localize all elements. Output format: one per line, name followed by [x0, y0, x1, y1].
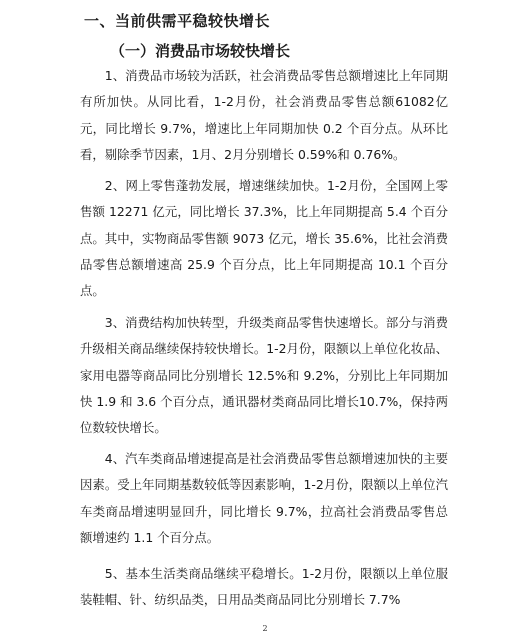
paragraph: 1、消费品市场较为活跃，社会消费品零售总额增速比上年同期有所加快。从同比看，1-2月份，社会消费品零售总额61082亿元，同比增长 9.7%，增速比上年同期加快 0.2 个百分点。从环比看，剔除季节因素，1月、2月分别增长 0.59%和 0.76%。 — [80, 68, 448, 162]
section-heading: 一、当前供需平稳较快增长 — [84, 12, 271, 30]
paragraph: 4、汽车类商品增速提高是社会消费品零售总额增速加快的主要因素。受上年同期基数较低等因素影响，1-2月份，限额以上单位汽车类商品增速明显回升，同比增长 9.7%，拉高社会消费品零售总额增速约 1.1 个百分点。 — [80, 451, 448, 545]
paragraph: 3、消费结构加快转型，升级类商品零售快速增长。部分与消费升级相关商品继续保持较快增长。1-2月份，限额以上单位化妆品、家用电器等商品同比分别增长 12.5%和 9.2%，分别比上年同期加快 1.9 和 3.6 个百分点，通讯器材类商品同比增长10.7%，保持两位数较快增长。 — [80, 315, 448, 436]
page-number: 2 — [262, 624, 268, 633]
paragraph: 5、基本生活类商品继续平稳增长。1-2月份，限额以上单位服装鞋帽、针、纺织品类，日用品类商品同比分别增长 7.7% — [80, 566, 448, 608]
paragraph: 2、网上零售蓬勃发展，增速继续加快。1-2月份，全国网上零售额 12271 亿元，同比增长 37.3%，比上年同期提高 5.4 个百分点。其中，实物商品零售额 9073 亿元，增长 35.6%，比社会消费品零售总额增速高 25.9 个百分点，比上年同期提高 10.1 个百分点。 — [80, 178, 448, 299]
subsection-heading: （一）消费品市场较快增长 — [110, 42, 291, 60]
